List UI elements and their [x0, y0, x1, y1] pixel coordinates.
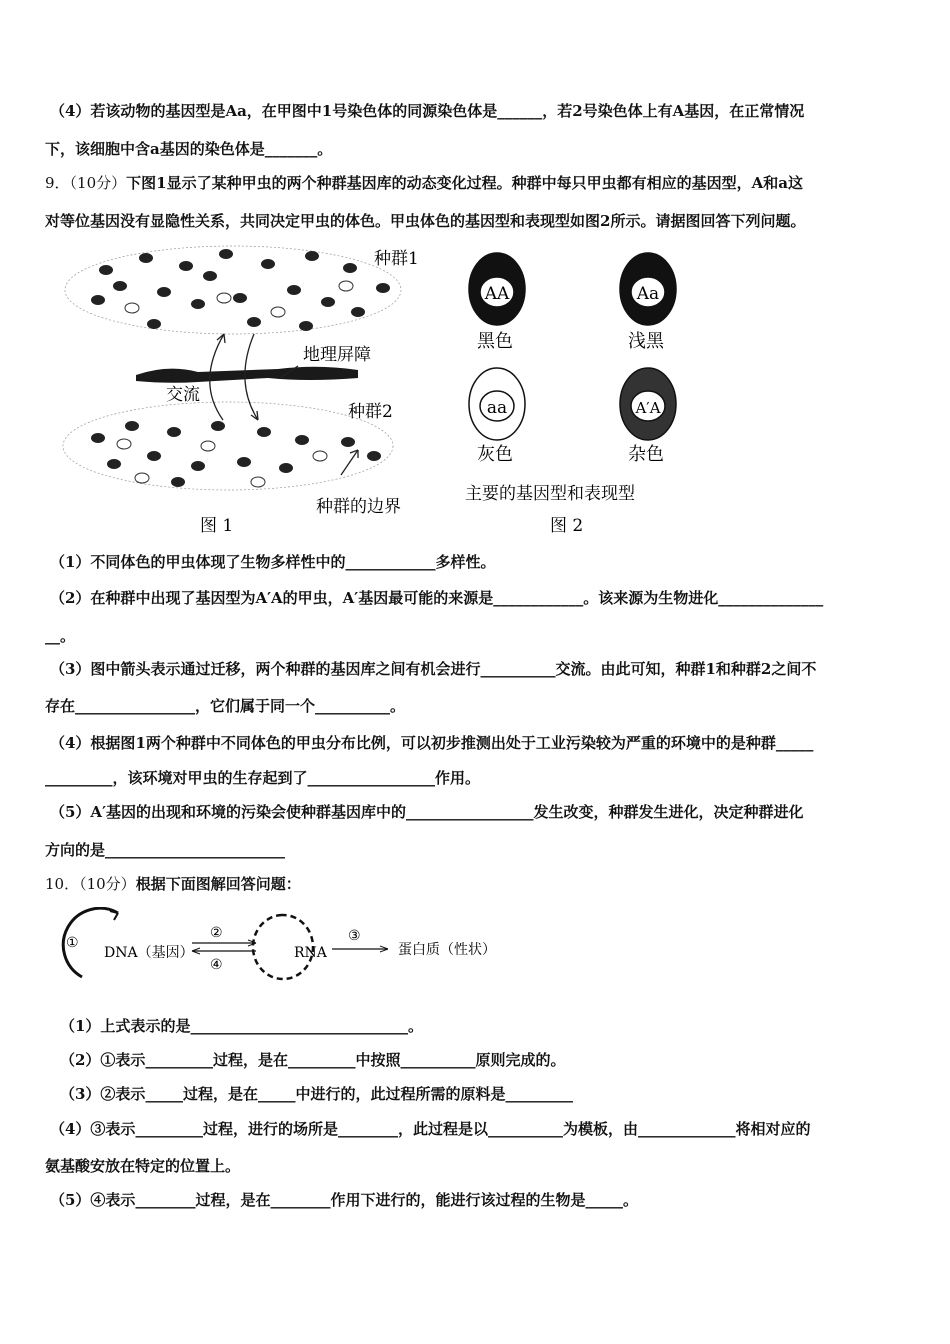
- q9-intro-line-2: 对等位基因没有显隐性关系，共同决定甲虫的体色。甲虫体色的基因型和表现型如图2所示。请据图回答下列问题。: [45, 212, 806, 230]
- q10-sub-2: （2）①表示_________过程，是在_________中按照__________原则完成的。: [60, 1051, 566, 1069]
- beetle-phenotype: 黑色: [477, 331, 513, 352]
- q9-sub-1: （1）不同体色的甲虫体现了生物多样性中的____________多样性。: [50, 553, 496, 571]
- beetle-phenotype: 杂色: [628, 444, 664, 465]
- protein-label: 蛋白质（性状）: [398, 942, 496, 958]
- q9-intro-line-1: [45, 173, 803, 193]
- q9-intro-text: 下图1显示了某种甲虫的两个种群基因库的动态变化过程。种群中每只甲虫都有相应的基因型，A和a这: [126, 174, 803, 192]
- figure-1-caption: 图 1: [200, 516, 234, 536]
- q9-sub-3-line-1: （3）图中箭头表示通过迁移，两个种群的基因库之间有机会进行__________交流。由此可知，种群1和种群2之间不: [50, 660, 817, 678]
- geographic-barrier-label: 地理屏障: [303, 345, 371, 365]
- population-boundary-label: 种群的边界: [316, 497, 401, 517]
- q10-sub-4-line-2: 氨基酸安放在特定的位置上。: [45, 1157, 241, 1175]
- q9-sub-2-line-2: __。: [45, 627, 76, 645]
- population-2-label: 种群2: [348, 402, 393, 422]
- population-2-light-beetles: [117, 439, 327, 487]
- dna-label: DNA（基因）: [104, 945, 194, 961]
- beetle-genotype: Aa: [636, 284, 660, 304]
- figure-2: [460, 244, 705, 540]
- q10-number: 10．（10分）: [45, 875, 136, 893]
- q10-sub-3: （3）②表示_____过程，是在_____中进行的，此过程所需的原料是_________: [60, 1085, 573, 1103]
- process-2-label: ②: [210, 925, 223, 941]
- figure-1: [58, 242, 453, 540]
- population-1-label: 种群1: [374, 249, 419, 269]
- q10-sub-1: （1）上式表示的是_____________________________。: [60, 1017, 423, 1035]
- beetle-genotype: AA: [484, 284, 510, 304]
- q10-sub-4-line-1: （4）③表示_________过程，进行的场所是________，此过程是以__________为模板，由_____________将相对应的: [50, 1120, 811, 1138]
- q9-sub-5-line-1: （5）A′基因的出现和环境的污染会使种群基因库中的_________________发生改变，种群发生进化，决定种群进化: [50, 803, 804, 821]
- q8-line-1: （4）若该动物的基因型是Aa，在甲图中1号染色体的同源染色体是______，若2号染色体上有A基因，在正常情况: [50, 102, 805, 120]
- q9-sub-3-line-2: 存在________________，它们属于同一个__________。: [45, 697, 406, 715]
- q10-sub-5: （5）④表示________过程，是在________作用下进行的，能进行该过程的生物是_____。: [50, 1191, 638, 1209]
- population-2-boundary: [63, 402, 393, 490]
- beetle-genotype: aa: [486, 398, 508, 418]
- q9-sub-5-line-2: 方向的是________________________: [45, 841, 286, 859]
- q10-intro: [45, 874, 301, 894]
- process-4-label: ④: [210, 957, 223, 973]
- figure-2-caption: 图 2: [550, 516, 584, 536]
- beetle-phenotype: 浅黑: [628, 331, 664, 352]
- q9-sub-2-line-1: （2）在种群中出现了基因型为A′A的甲虫，A′基因最可能的来源是____________。该来源为生物进化______________: [50, 589, 824, 607]
- q10-intro-text: 根据下面图解回答问题：: [135, 875, 301, 893]
- geographic-barrier-shape: [136, 367, 358, 383]
- central-dogma-diagram: [60, 907, 510, 987]
- beetle-phenotype: 灰色: [477, 444, 513, 465]
- process-1-label: ①: [66, 935, 79, 951]
- q9-sub-4-line-2: _________，该环境对甲虫的生存起到了_________________作用。: [45, 769, 481, 787]
- q9-number: 9．（10分）: [45, 174, 127, 192]
- process-3-label: ③: [348, 928, 361, 944]
- q8-line-2: 下，该细胞中含a基因的染色体是_______。: [45, 140, 333, 158]
- rna-label: RNA: [294, 945, 327, 961]
- exchange-label: 交流: [166, 385, 200, 405]
- figure-2-subtitle: 主要的基因型和表现型: [465, 484, 635, 504]
- population-2-beetles: [91, 421, 381, 487]
- beetle-genotype: A′A: [635, 399, 661, 417]
- q9-sub-4-line-1: （4）根据图1两个种群中不同体色的甲虫分布比例，可以初步推测出处于工业污染较为严重的环境中的是种群_____: [50, 734, 814, 752]
